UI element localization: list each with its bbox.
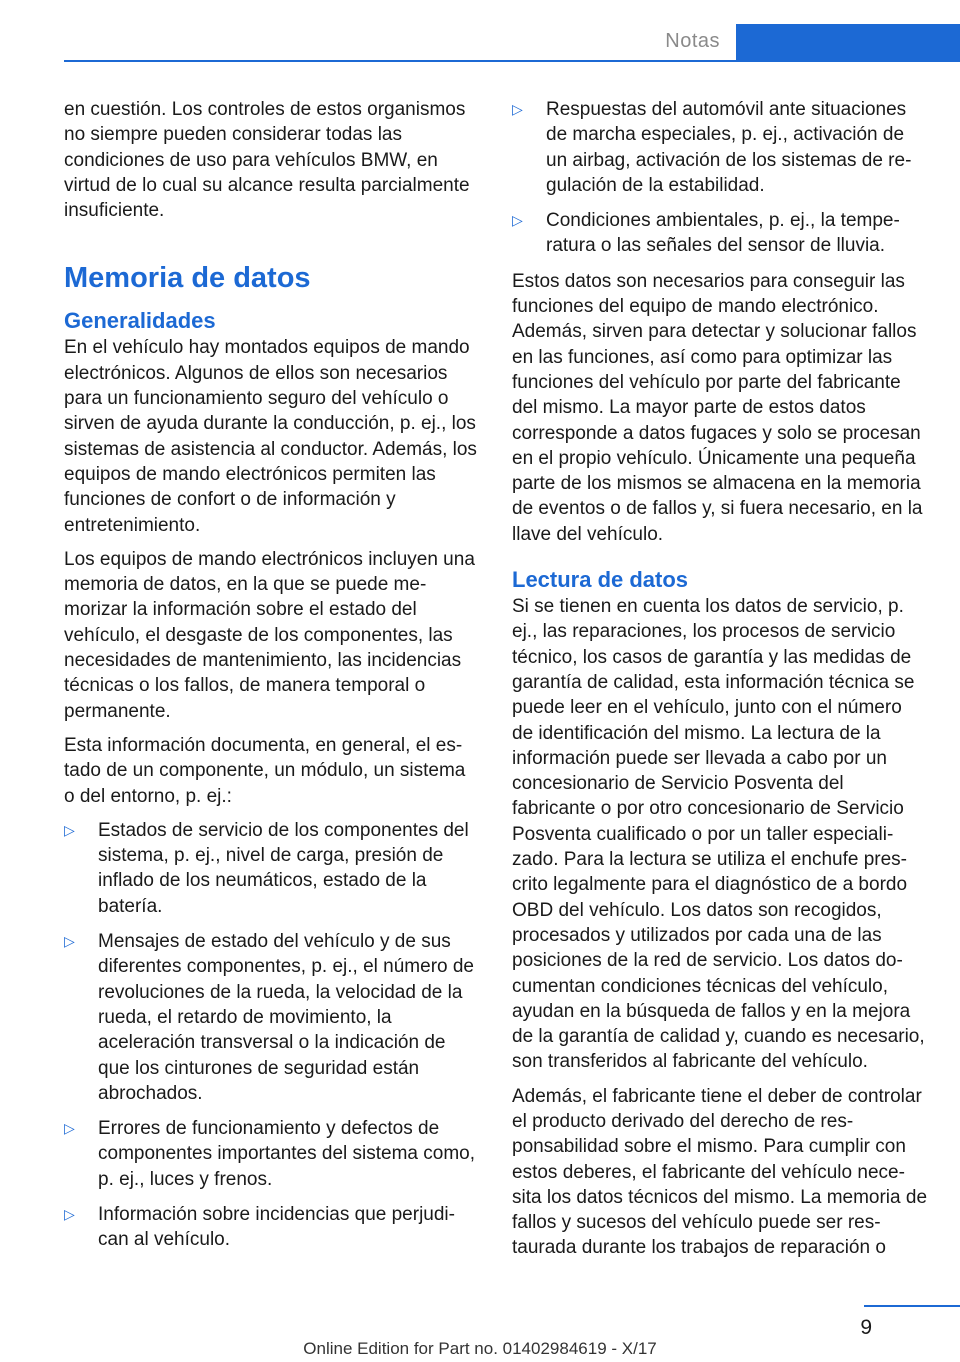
left-bullet-list: [64, 818, 478, 1253]
footer-rule: [864, 1305, 960, 1307]
list-item: [64, 929, 478, 1106]
list-item-text: Información sobre incidencias que perjudican al vehículo.: [98, 1203, 455, 1251]
triangle-bullet-icon: ▷: [512, 101, 523, 117]
paragraph-fabricante: Además, el fabricante tiene el deber de controlar el producto derivado del derecho de responsabilidad sobre el mismo. Para cumplir con estos deberes, el fabricante del vehículo necesita los datos técnicos del mismo. La memoria de fallos y sucesos del vehículo puede ser restaurada durante los trabajos de reparación o: [512, 1085, 928, 1259]
right-column: [512, 97, 928, 1270]
paragraph-lectura: Si se tienen en cuenta los datos de servicio, p. ej., las reparaciones, los procesos de servicio técnico, los casos de garantía y las medidas de garantía de calidad, esta información técnica se puede leer en el vehículo, junto con el número de identificación del mismo. La lectura de la información puede ser llevada a cabo por un concesionario de Servicio Posventa del fabricante o por otro concesionario de Servicio Posventa cualificado o por un taller especializado. Para la lectura se utiliza el enchufe prescrito legalmente para el diagnóstico de a bordo OBD del vehículo. Los datos son recogidos, procesados y utilizados por cada una de las posiciones de la red de servicio. Los datos documentan condiciones técnicas del vehículo, ayudan en la búsqueda de fallos y en la mejora de la garantía de calidad y, cuando es necesario, son transferidos al fabricante del vehículo.: [512, 596, 925, 1073]
footer-edition: Online Edition for Part no. 01402984619 - X/17: [303, 1339, 657, 1358]
heading-generalidades: Generalidades: [64, 308, 216, 334]
triangle-bullet-icon: ▷: [512, 212, 523, 229]
paragraph-informacion-documenta: Esta información documenta, en general, el estado de un componente, un módulo, un sistema o del entorno, p. ej.:: [64, 734, 466, 807]
section-label: Notas: [665, 30, 720, 52]
triangle-bullet-icon: ▷: [64, 1205, 75, 1222]
left-column: [64, 97, 478, 1263]
list-item-text: Mensajes de estado del vehículo y de sus diferentes componentes, p. ej., el número de revoluciones de la rueda, la velocidad de la rueda, el retardo de movimiento, la aceleración transversal o la indicación de que los cinturones de seguridad están abrochados.: [98, 931, 475, 1104]
list-item-text: Condiciones ambientales, p. ej., la temperatura o las señales del sensor de lluvia.: [546, 210, 900, 257]
list-item: [64, 1202, 478, 1253]
triangle-bullet-icon: ▷: [64, 1120, 75, 1137]
list-item: [64, 1116, 478, 1192]
triangle-bullet-icon: ▷: [64, 821, 75, 838]
list-item: [512, 208, 928, 259]
heading-memoria-de-datos: Memoria de datos: [64, 262, 311, 295]
list-item-text: Errores de funcionamiento y defectos de componentes importantes del sistema como, p. ej., luces y frenos.: [98, 1118, 476, 1190]
heading-lectura-de-datos: Lectura de datos: [512, 567, 689, 593]
page-number: 9: [860, 1316, 872, 1339]
list-item: [512, 97, 928, 198]
header-rule: [64, 60, 960, 62]
paragraph-equipos-de-mando: En el vehículo hay montados equipos de mando electrónicos. Algunos de ellos son necesarios para un funcionamiento seguro del vehículo o sirven de ayuda durante la conducción, p. ej., los sistemas de asistencia al conductor. Además, los equipos de mando electrónicos permiten las funciones de confort o de información y entretenimiento.: [64, 337, 477, 536]
list-item-text: Estados de servicio de los componentes del sistema, p. ej., nivel de carga, presión de inflado de los neumáticos, estado de la batería.: [98, 819, 469, 917]
intro-paragraph: en cuestión. Los controles de estos organismos no siempre pueden considerar todas las condiciones de uso para vehículos BMW, en virtud de lo cual su alcance resulta parcialmente insuficiente.: [64, 99, 470, 222]
header-accent-tab: [736, 24, 960, 62]
paragraph-datos-necesarios: Estos datos son necesarios para conseguir las funciones del equipo de mando electrónico. Además, sirven para detectar y solucionar fallos en las funciones, así como para optimizar las funciones del vehículo por parte del fabricante del mismo. La mayor parte de estos datos corresponde a datos fugaces y solo se procesan en el propio vehículo. Únicamente una pequeña parte de los mismos se almacena en la memoria de eventos o de fallos y, si fuera necesario, en la llave del vehículo.: [512, 270, 923, 545]
triangle-bullet-icon: ▷: [64, 933, 75, 950]
paragraph-memoria-de-datos: Los equipos de mando electrónicos incluyen una memoria de datos, en la que se puede memorizar la información sobre el estado del vehículo, el desgaste de los componentes, las necesidades de mantenimiento, las incidencias técnicas o los fallos, de manera temporal o permanente.: [64, 548, 475, 722]
right-bullet-list: [512, 97, 928, 259]
list-item: [64, 818, 478, 919]
list-item-text: Respuestas del automóvil ante situaciones de marcha especiales, p. ej., activación de un airbag, activación de los sistemas de regulación de la estabilidad.: [546, 99, 912, 196]
